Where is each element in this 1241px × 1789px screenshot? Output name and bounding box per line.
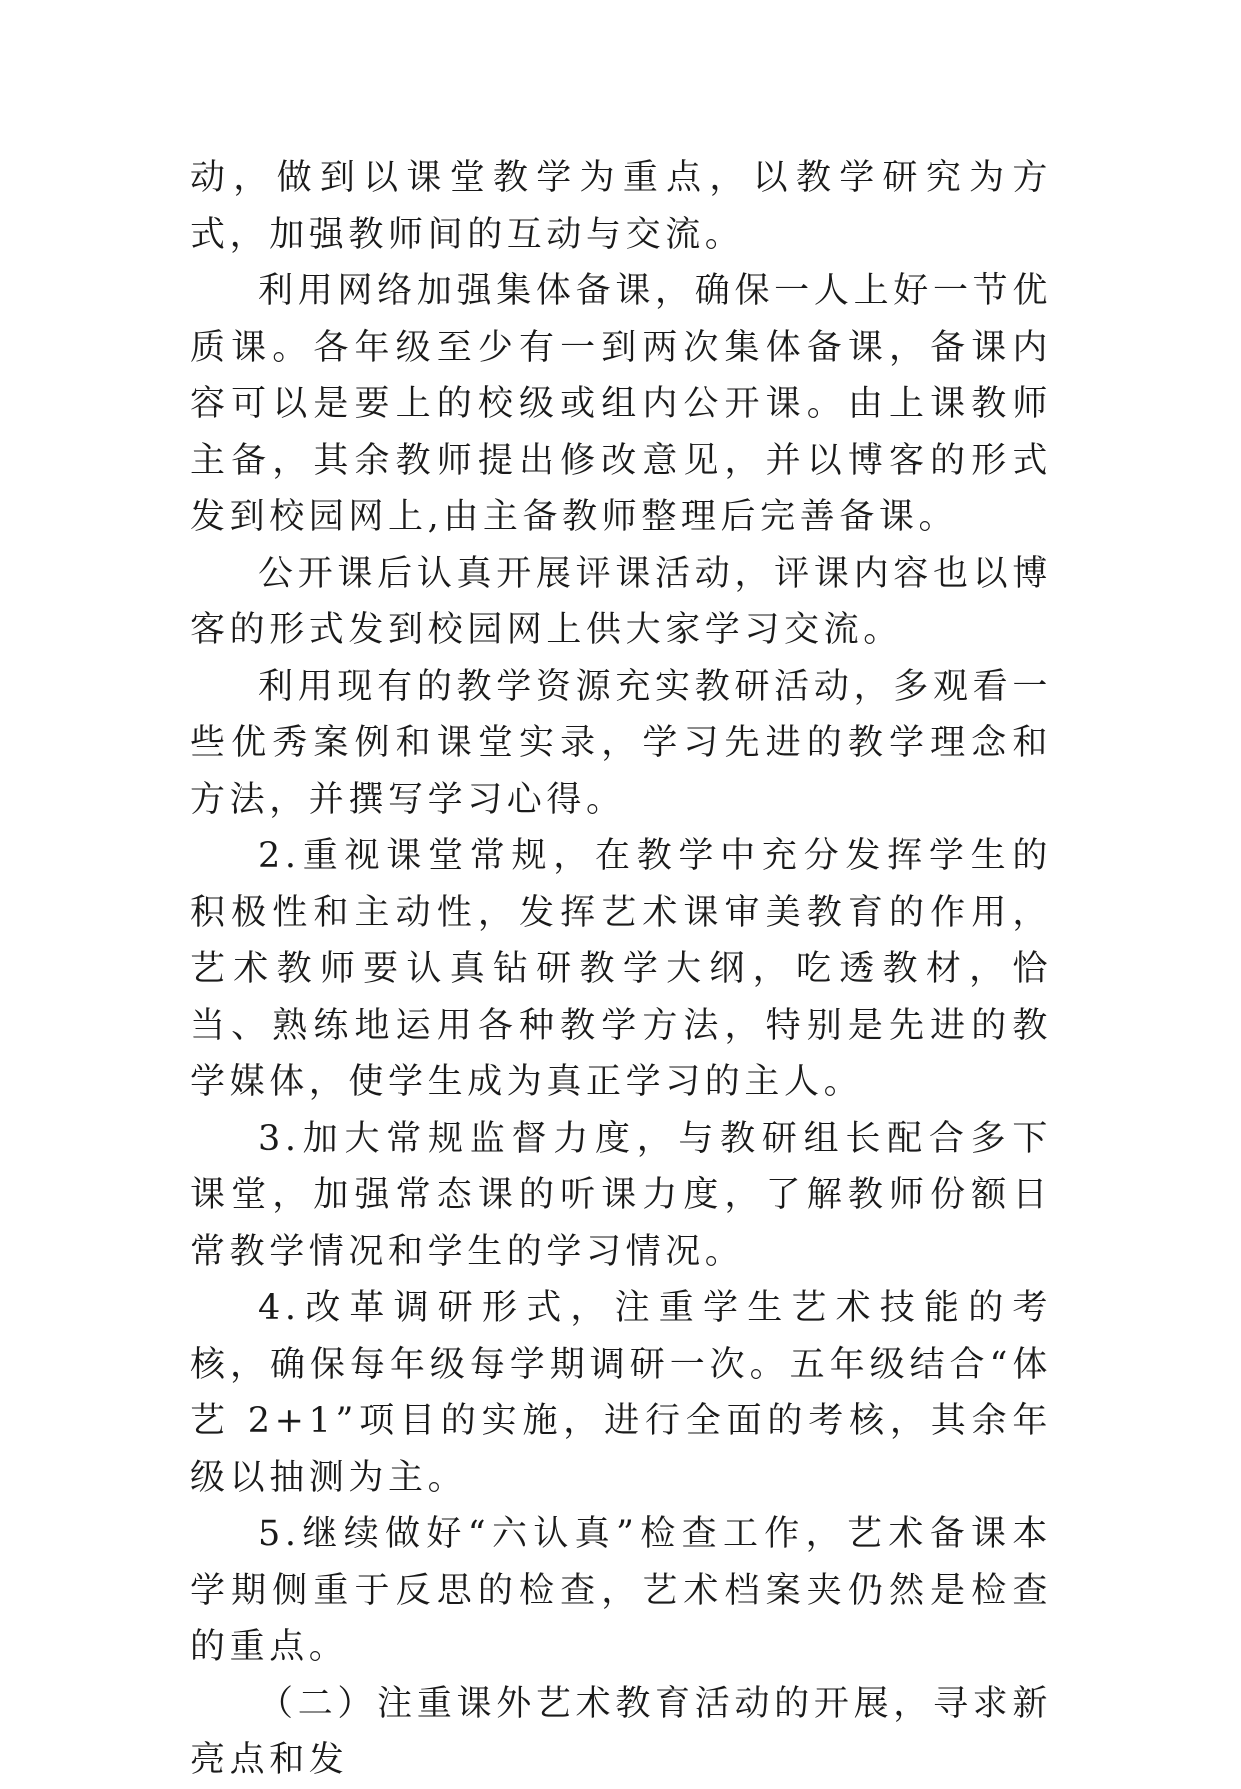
paragraph-lesson-review: 公开课后认真开展评课活动，评课内容也以博客的形式发到校园网上供大家学习交流。 [190, 553, 1052, 650]
paragraph-item-2: 2.重视课堂常规，在教学中充分发挥学生的积极性和主动性，发挥艺术课审美教育的作用，艺术教师要认真钻研教学大纲，吃透教材，恰当、熟练地运用各种教学方法，特别是先进的教学媒体，使学生成为真正学习的主人。 [190, 836, 1052, 1102]
paragraph-section-2-heading: （二）注重课外艺术教育活动的开展，寻求新亮点和发 [190, 1683, 1052, 1780]
paragraph-item-5: 5.继续做好“六认真”检查工作，艺术备课本学期侧重于反思的检查，艺术档案夹仍然是检查的重点。 [190, 1514, 1052, 1667]
paragraph-continuation: 动，做到以课堂教学为重点，以教学研究为方式，加强教师间的互动与交流。 [190, 158, 1052, 255]
paragraph-teaching-resources: 利用现有的教学资源充实教研活动，多观看一些优秀案例和课堂实录，学习先进的教学理念和方法，并撰写学习心得。 [190, 666, 1052, 820]
paragraph-item-4: 4.改革调研形式，注重学生艺术技能的考核，确保每年级每学期调研一次。五年级结合“体艺 2+1”项目的实施，进行全面的考核，其余年级以抽测为主。 [190, 1288, 1052, 1498]
paragraph-collective-lesson-prep: 利用网络加强集体备课，确保一人上好一节优质课。各年级至少有一到两次集体备课，备课内容可以是要上的校级或组内公开课。由上课教师主备，其余教师提出修改意见，并以博客的形式发到校园网上,由主备教师整理后完善备课。 [190, 271, 1052, 537]
paragraph-item-3: 3.加大常规监督力度，与教研组长配合多下课堂，加强常态课的听课力度，了解教师份额日常教学情况和学生的学习情况。 [190, 1118, 1052, 1272]
document-page [190, 150, 1052, 1789]
